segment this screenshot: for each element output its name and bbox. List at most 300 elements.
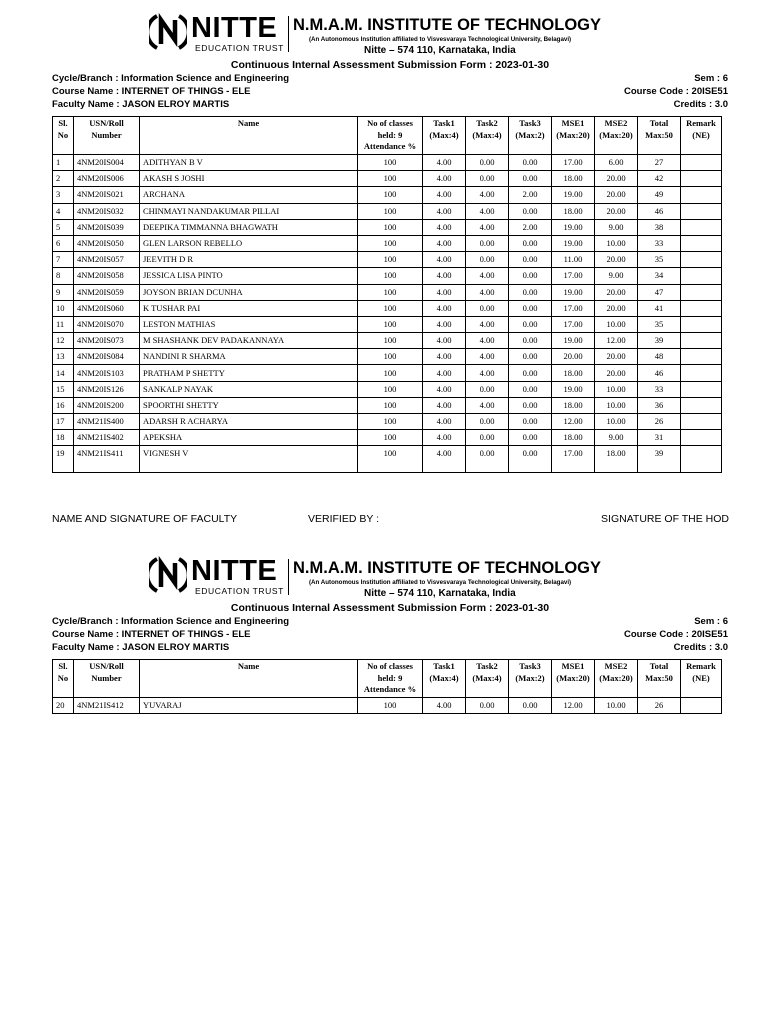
cell-remark [681, 333, 722, 349]
cell-mse2: 20.00 [595, 349, 638, 365]
cell-name: GLEN LARSON REBELLO [140, 235, 358, 251]
cell-remark [681, 252, 722, 268]
cell-remark [681, 203, 722, 219]
course-name: Course Name : INTERNET OF THINGS - ELE [52, 629, 251, 640]
cell-attendance: 100 [358, 268, 423, 284]
logo-subtitle: EDUCATION TRUST [195, 43, 284, 53]
cell-task3: 0.00 [509, 284, 552, 300]
cell-total: 49 [638, 187, 681, 203]
cell-task1: 4.00 [423, 333, 466, 349]
cell-remark [681, 446, 722, 473]
cell-task1: 4.00 [423, 219, 466, 235]
cell-name: PRATHAM P SHETTY [140, 365, 358, 381]
cell-sl: 5 [53, 219, 74, 235]
cell-name: ARCHANA [140, 187, 358, 203]
cell-remark [681, 284, 722, 300]
col-usn: USN/Roll Number [74, 117, 140, 155]
course-meta [0, 615, 768, 656]
cell-task1: 4.00 [423, 268, 466, 284]
cell-sl: 17 [53, 414, 74, 430]
cell-sl: 6 [53, 235, 74, 251]
cell-total: 47 [638, 284, 681, 300]
cell-total: 35 [638, 252, 681, 268]
marks-table [52, 659, 722, 714]
cell-name: DEEPIKA TIMMANNA BHAGWATH [140, 219, 358, 235]
cell-mse1: 18.00 [552, 365, 595, 381]
cell-task2: 4.00 [466, 187, 509, 203]
table-row [53, 349, 722, 365]
cell-name: VIGNESH V [140, 446, 358, 473]
cell-usn: 4NM20IS070 [74, 316, 140, 332]
cell-remark [681, 349, 722, 365]
cell-sl: 12 [53, 333, 74, 349]
cell-attendance: 100 [358, 316, 423, 332]
cell-name: ADARSH R ACHARYA [140, 414, 358, 430]
cell-usn: 4NM20IS059 [74, 284, 140, 300]
cell-sl: 19 [53, 446, 74, 473]
cell-attendance: 100 [358, 365, 423, 381]
cell-total: 26 [638, 698, 681, 714]
cell-mse1: 19.00 [552, 187, 595, 203]
cell-name: K TUSHAR PAI [140, 300, 358, 316]
form-title: Continuous Internal Assessment Submission Form : 2023-01-30 [230, 602, 550, 614]
institute-name: N.M.A.M. INSTITUTE OF TECHNOLOGY [293, 559, 601, 577]
cell-task1: 4.00 [423, 381, 466, 397]
table-row [53, 252, 722, 268]
col-total: Total Max:50 [638, 660, 681, 698]
cell-task3: 2.00 [509, 187, 552, 203]
cell-mse2: 10.00 [595, 316, 638, 332]
cell-task1: 4.00 [423, 316, 466, 332]
col-mse1: MSE1 (Max:20) [552, 660, 595, 698]
table-row [53, 268, 722, 284]
cell-task1: 4.00 [423, 284, 466, 300]
cell-task2: 0.00 [466, 381, 509, 397]
table-row [53, 698, 722, 714]
cell-task2: 4.00 [466, 397, 509, 413]
col-task2: Task2 (Max:4) [466, 117, 509, 155]
cell-total: 46 [638, 203, 681, 219]
cell-task2: 4.00 [466, 349, 509, 365]
cell-mse1: 19.00 [552, 381, 595, 397]
cell-remark [681, 414, 722, 430]
cell-attendance: 100 [358, 698, 423, 714]
col-task2: Task2 (Max:4) [466, 660, 509, 698]
cell-total: 36 [638, 397, 681, 413]
cell-mse2: 20.00 [595, 252, 638, 268]
cell-task1: 4.00 [423, 252, 466, 268]
cell-sl: 4 [53, 203, 74, 219]
table-row [53, 316, 722, 332]
cell-usn: 4NM21IS412 [74, 698, 140, 714]
col-sl: Sl. No [53, 660, 74, 698]
col-attendance: No of classes held: 9 Attendance % [358, 117, 423, 155]
col-task1: Task1 (Max:4) [423, 660, 466, 698]
col-remark: Remark (NE) [681, 660, 722, 698]
cell-task1: 4.00 [423, 187, 466, 203]
form-section-1 [0, 10, 768, 459]
faculty-signature-label: NAME AND SIGNATURE OF FACULTY [52, 513, 238, 525]
cell-task1: 4.00 [423, 349, 466, 365]
cell-remark [681, 171, 722, 187]
cell-usn: 4NM21IS400 [74, 414, 140, 430]
cell-name: M SHASHANK DEV PADAKANNAYA [140, 333, 358, 349]
cell-task2: 0.00 [466, 414, 509, 430]
cell-usn: 4NM21IS402 [74, 430, 140, 446]
cell-total: 38 [638, 219, 681, 235]
table-row [53, 300, 722, 316]
cell-remark [681, 155, 722, 171]
cell-attendance: 100 [358, 187, 423, 203]
cell-mse1: 11.00 [552, 252, 595, 268]
cell-task2: 0.00 [466, 171, 509, 187]
cell-remark [681, 365, 722, 381]
cell-name: APEKSHA [140, 430, 358, 446]
cell-usn: 4NM20IS103 [74, 365, 140, 381]
table-row [53, 284, 722, 300]
cell-mse1: 12.00 [552, 414, 595, 430]
header-divider [288, 559, 289, 595]
header-divider [288, 16, 289, 52]
cell-name: JEEVITH D R [140, 252, 358, 268]
nitte-logo-mark-icon [149, 12, 187, 52]
cell-name: SPOORTHI SHETTY [140, 397, 358, 413]
course-meta [0, 72, 768, 113]
col-mse2: MSE2 (Max:20) [595, 660, 638, 698]
cell-usn: 4NM20IS021 [74, 187, 140, 203]
cell-usn: 4NM20IS200 [74, 397, 140, 413]
cell-usn: 4NM20IS084 [74, 349, 140, 365]
cell-name: YUVARAJ [140, 698, 358, 714]
cell-total: 34 [638, 268, 681, 284]
cell-mse1: 19.00 [552, 235, 595, 251]
cell-task3: 0.00 [509, 365, 552, 381]
cell-mse2: 12.00 [595, 333, 638, 349]
cell-task3: 0.00 [509, 381, 552, 397]
cell-sl: 10 [53, 300, 74, 316]
col-total: Total Max:50 [638, 117, 681, 155]
cell-task1: 4.00 [423, 446, 466, 473]
cell-usn: 4NM20IS050 [74, 235, 140, 251]
cell-usn: 4NM20IS039 [74, 219, 140, 235]
cell-task1: 4.00 [423, 414, 466, 430]
cell-attendance: 100 [358, 381, 423, 397]
cell-sl: 11 [53, 316, 74, 332]
cell-usn: 4NM20IS032 [74, 203, 140, 219]
cell-sl: 16 [53, 397, 74, 413]
table-row [53, 414, 722, 430]
cell-remark [681, 268, 722, 284]
cell-usn: 4NM20IS060 [74, 300, 140, 316]
cell-attendance: 100 [358, 397, 423, 413]
cell-task3: 0.00 [509, 235, 552, 251]
cell-remark [681, 698, 722, 714]
table-row [53, 381, 722, 397]
cell-attendance: 100 [358, 430, 423, 446]
logo-word: NITTE [191, 555, 278, 587]
cell-usn: 4NM20IS058 [74, 268, 140, 284]
cell-task3: 0.00 [509, 252, 552, 268]
cell-mse2: 20.00 [595, 365, 638, 381]
cell-total: 27 [638, 155, 681, 171]
cell-mse1: 19.00 [552, 284, 595, 300]
cell-total: 42 [638, 171, 681, 187]
cell-sl: 3 [53, 187, 74, 203]
cell-mse1: 17.00 [552, 300, 595, 316]
cell-usn: 4NM20IS057 [74, 252, 140, 268]
cell-name: LESTON MATHIAS [140, 316, 358, 332]
course-code: Course Code : 20ISE51 [623, 629, 728, 640]
cell-task2: 4.00 [466, 333, 509, 349]
cell-task3: 0.00 [509, 430, 552, 446]
verified-by-label: VERIFIED BY : [308, 513, 379, 525]
cell-mse1: 18.00 [552, 171, 595, 187]
cell-usn: 4NM21IS411 [74, 446, 140, 473]
cell-task3: 0.00 [509, 300, 552, 316]
col-mse1: MSE1 (Max:20) [552, 117, 595, 155]
table-row [53, 365, 722, 381]
cell-remark [681, 219, 722, 235]
form-title: Continuous Internal Assessment Submission Form : 2023-01-30 [230, 59, 550, 71]
semester: Sem : 6 [694, 616, 728, 627]
cell-mse2: 6.00 [595, 155, 638, 171]
cell-total: 35 [638, 316, 681, 332]
cell-remark [681, 316, 722, 332]
cell-name: CHINMAYI NANDAKUMAR PILLAI [140, 203, 358, 219]
logo-subtitle: EDUCATION TRUST [195, 586, 284, 596]
cell-usn: 4NM20IS004 [74, 155, 140, 171]
table-row [53, 446, 722, 473]
cell-total: 31 [638, 430, 681, 446]
cell-total: 33 [638, 235, 681, 251]
cell-task3: 0.00 [509, 414, 552, 430]
credits: Credits : 3.0 [673, 642, 728, 653]
faculty-name: Faculty Name : JASON ELROY MARTIS [52, 99, 230, 110]
cell-task2: 0.00 [466, 300, 509, 316]
cell-attendance: 100 [358, 235, 423, 251]
cell-attendance: 100 [358, 219, 423, 235]
marks-table-body [53, 155, 722, 473]
cell-task3: 0.00 [509, 397, 552, 413]
cell-mse1: 18.00 [552, 430, 595, 446]
cycle-branch: Cycle/Branch : Information Science and Engineering [52, 73, 290, 84]
cell-usn: 4NM20IS006 [74, 171, 140, 187]
cell-mse2: 20.00 [595, 187, 638, 203]
cell-task2: 4.00 [466, 316, 509, 332]
col-name: Name [140, 117, 358, 155]
institute-affiliation: (An Autonomous Institution affiliated to Visvesvaraya Technological University, Belagavi) [309, 579, 572, 586]
cycle-branch: Cycle/Branch : Information Science and Engineering [52, 616, 290, 627]
cell-sl: 8 [53, 268, 74, 284]
table-header-row [53, 660, 722, 698]
cell-mse2: 9.00 [595, 430, 638, 446]
cell-total: 33 [638, 381, 681, 397]
cell-task3: 0.00 [509, 446, 552, 473]
cell-mse1: 19.00 [552, 333, 595, 349]
col-sl: Sl. No [53, 117, 74, 155]
course-name: Course Name : INTERNET OF THINGS - ELE [52, 86, 251, 97]
cell-usn: 4NM20IS073 [74, 333, 140, 349]
cell-task2: 4.00 [466, 365, 509, 381]
credits: Credits : 3.0 [673, 99, 728, 110]
institute-name: N.M.A.M. INSTITUTE OF TECHNOLOGY [293, 16, 601, 34]
cell-remark [681, 381, 722, 397]
marks-table-body [53, 698, 722, 714]
cell-mse2: 10.00 [595, 397, 638, 413]
cell-task2: 4.00 [466, 203, 509, 219]
nitte-logo [149, 12, 285, 54]
cell-task2: 4.00 [466, 284, 509, 300]
semester: Sem : 6 [694, 73, 728, 84]
cell-task3: 0.00 [509, 698, 552, 714]
cell-usn: 4NM20IS126 [74, 381, 140, 397]
table-row [53, 203, 722, 219]
institute-header [0, 10, 768, 58]
cell-mse1: 17.00 [552, 446, 595, 473]
cell-attendance: 100 [358, 171, 423, 187]
table-row [53, 171, 722, 187]
cell-attendance: 100 [358, 349, 423, 365]
cell-attendance: 100 [358, 155, 423, 171]
cell-total: 39 [638, 333, 681, 349]
hod-signature-label: SIGNATURE OF THE HOD [601, 513, 729, 525]
cell-mse1: 19.00 [552, 219, 595, 235]
cell-remark [681, 430, 722, 446]
cell-name: ADITHYAN B V [140, 155, 358, 171]
cell-task1: 4.00 [423, 430, 466, 446]
cell-sl: 1 [53, 155, 74, 171]
cell-mse1: 17.00 [552, 155, 595, 171]
cell-name: AKASH S JOSHI [140, 171, 358, 187]
cell-attendance: 100 [358, 414, 423, 430]
cell-task1: 4.00 [423, 203, 466, 219]
cell-mse2: 10.00 [595, 381, 638, 397]
cell-task2: 0.00 [466, 698, 509, 714]
cell-sl: 9 [53, 284, 74, 300]
cell-task3: 0.00 [509, 349, 552, 365]
cell-mse1: 20.00 [552, 349, 595, 365]
institute-address: Nitte – 574 110, Karnataka, India [364, 588, 516, 599]
cell-task1: 4.00 [423, 155, 466, 171]
nitte-logo [149, 555, 285, 597]
cell-sl: 14 [53, 365, 74, 381]
cell-mse1: 18.00 [552, 203, 595, 219]
cell-attendance: 100 [358, 252, 423, 268]
cell-task2: 4.00 [466, 219, 509, 235]
cell-task1: 4.00 [423, 698, 466, 714]
cell-mse2: 20.00 [595, 203, 638, 219]
cell-task1: 4.00 [423, 365, 466, 381]
cell-mse2: 20.00 [595, 284, 638, 300]
cell-name: NANDINI R SHARMA [140, 349, 358, 365]
cell-attendance: 100 [358, 284, 423, 300]
cell-task1: 4.00 [423, 397, 466, 413]
cell-mse2: 9.00 [595, 268, 638, 284]
cell-attendance: 100 [358, 300, 423, 316]
cell-total: 48 [638, 349, 681, 365]
cell-task3: 0.00 [509, 316, 552, 332]
logo-word: NITTE [191, 12, 278, 44]
faculty-name: Faculty Name : JASON ELROY MARTIS [52, 642, 230, 653]
cell-total: 41 [638, 300, 681, 316]
cell-mse1: 17.00 [552, 316, 595, 332]
cell-sl: 20 [53, 698, 74, 714]
cell-remark [681, 397, 722, 413]
cell-total: 39 [638, 446, 681, 473]
cell-mse2: 10.00 [595, 235, 638, 251]
col-name: Name [140, 660, 358, 698]
col-usn: USN/Roll Number [74, 660, 140, 698]
cell-task2: 0.00 [466, 252, 509, 268]
table-row [53, 430, 722, 446]
cell-task1: 4.00 [423, 171, 466, 187]
cell-total: 26 [638, 414, 681, 430]
nitte-logo-mark-icon [149, 555, 187, 595]
cell-task3: 0.00 [509, 203, 552, 219]
cell-mse1: 12.00 [552, 698, 595, 714]
cell-mse1: 17.00 [552, 268, 595, 284]
table-row [53, 397, 722, 413]
cell-remark [681, 300, 722, 316]
cell-sl: 15 [53, 381, 74, 397]
cell-mse2: 10.00 [595, 414, 638, 430]
cell-task1: 4.00 [423, 300, 466, 316]
table-row [53, 155, 722, 171]
cell-mse2: 20.00 [595, 300, 638, 316]
signature-footer [0, 513, 768, 527]
table-header-row [53, 117, 722, 155]
cell-mse1: 18.00 [552, 397, 595, 413]
col-mse2: MSE2 (Max:20) [595, 117, 638, 155]
cell-task3: 0.00 [509, 155, 552, 171]
cell-mse2: 20.00 [595, 171, 638, 187]
institute-affiliation: (An Autonomous Institution affiliated to Visvesvaraya Technological University, Belagavi) [309, 36, 572, 43]
cell-task3: 0.00 [509, 268, 552, 284]
cell-task3: 0.00 [509, 333, 552, 349]
cell-task2: 0.00 [466, 446, 509, 473]
cell-attendance: 100 [358, 203, 423, 219]
table-row [53, 333, 722, 349]
marks-table [52, 116, 722, 473]
institute-address: Nitte – 574 110, Karnataka, India [364, 45, 516, 56]
cell-remark [681, 235, 722, 251]
institute-header [0, 553, 768, 601]
cell-task2: 4.00 [466, 268, 509, 284]
cell-task3: 2.00 [509, 219, 552, 235]
table-row [53, 187, 722, 203]
cell-name: JOYSON BRIAN DCUNHA [140, 284, 358, 300]
cell-sl: 13 [53, 349, 74, 365]
col-task3: Task3 (Max:2) [509, 117, 552, 155]
cell-attendance: 100 [358, 446, 423, 473]
cell-total: 46 [638, 365, 681, 381]
cell-sl: 18 [53, 430, 74, 446]
cell-name: SANKALP NAYAK [140, 381, 358, 397]
cell-task2: 0.00 [466, 155, 509, 171]
cell-task2: 0.00 [466, 235, 509, 251]
cell-remark [681, 187, 722, 203]
table-row [53, 235, 722, 251]
cell-sl: 2 [53, 171, 74, 187]
cell-task1: 4.00 [423, 235, 466, 251]
cell-mse2: 9.00 [595, 219, 638, 235]
table-row [53, 219, 722, 235]
col-attendance: No of classes held: 9 Attendance % [358, 660, 423, 698]
col-task3: Task3 (Max:2) [509, 660, 552, 698]
cell-mse2: 18.00 [595, 446, 638, 473]
col-remark: Remark (NE) [681, 117, 722, 155]
cell-task3: 0.00 [509, 171, 552, 187]
